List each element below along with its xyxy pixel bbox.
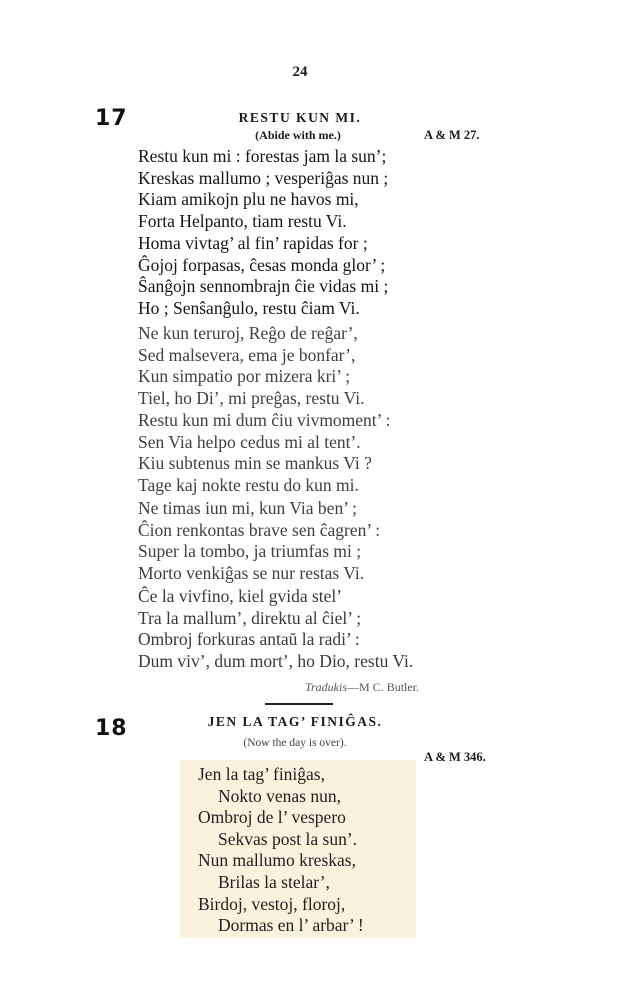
translator-credit bbox=[305, 680, 419, 695]
verse-line: Ĉe la vivfino, kiel gvida stel’ bbox=[138, 586, 343, 606]
verse-line: Tiel, ho Di’, mi preĝas, restu Vi. bbox=[138, 387, 365, 408]
verse-line: Birdoj, vestoj, floroj, bbox=[198, 893, 346, 914]
verse-line: Dormas en l’ arbar’ ! bbox=[218, 915, 364, 936]
verse-line: Ĉion renkontas brave sen ĉagren’ : bbox=[138, 519, 381, 540]
hymn-17-stanza-4 bbox=[138, 410, 390, 496]
verse-line: Kiu subtenus min se mankus Vi ? bbox=[138, 453, 372, 474]
verse-line: Forta Helpanto, tiam restu Vi. bbox=[138, 210, 347, 231]
verse-line: Super la tombo, ja triumfas mi ; bbox=[138, 541, 362, 562]
section-divider bbox=[265, 703, 333, 705]
hymn-17-stanza-2 bbox=[138, 233, 388, 319]
verse-line: Tra la mallum’, direktu al ĉiel’ ; bbox=[138, 607, 362, 628]
hymn-17-stanza-5 bbox=[138, 498, 380, 584]
hymn-17-stanza-6 bbox=[138, 586, 413, 672]
verse-line: Ne kun teruroj, Reĝo de reĝar’, bbox=[138, 323, 358, 343]
verse-line: Ĝojoj forpasas, ĉesas monda glor’ ; bbox=[138, 254, 386, 275]
verse-line: Homa vivtag’ al fin’ rapidas for ; bbox=[138, 233, 368, 253]
hymn-17-stanza-3 bbox=[138, 323, 364, 409]
translator-name: —M C. Butler. bbox=[347, 680, 420, 694]
verse-line: Sed malsevera, ema je bonfar’, bbox=[138, 344, 356, 365]
hymn-18-verse bbox=[0, 764, 364, 937]
verse-line: Ho ; Senŝanĝulo, restu ĉiam Vi. bbox=[138, 297, 360, 318]
verse-line: Ombroj forkuras antaŭ la radi’ : bbox=[138, 629, 360, 650]
hymn-18-subtitle: (Now the day is over). bbox=[243, 737, 347, 749]
verse-line: Morto venkiĝas se nur restas Vi. bbox=[138, 562, 365, 583]
verse-line: Nokto venas nun, bbox=[218, 785, 341, 806]
verse-line: Jen la tag’ finiĝas, bbox=[198, 764, 325, 784]
verse-line: Sekvas post la sun’. bbox=[218, 828, 358, 849]
verse-line: Dum viv’, dum mort’, ho Dio, restu Vi. bbox=[138, 650, 414, 671]
verse-line: Kreskas mallumo ; vesperiĝas nun ; bbox=[138, 167, 389, 188]
hymn-18-title: JEN LA TAG’ FINIĜAS. bbox=[207, 714, 383, 729]
verse-line: Sen Via helpo cedus mi al tent’. bbox=[138, 431, 361, 452]
verse-line: Kiam amikojn plu ne havos mi, bbox=[138, 189, 359, 210]
hymn-17-number: 17 bbox=[95, 106, 128, 131]
verse-line: Restu kun mi : forestas jam la sun’; bbox=[138, 146, 387, 166]
verse-line: Ŝanĝojn sennombrajn ĉie vidas mi ; bbox=[138, 276, 389, 297]
verse-line: Nun mallumo kreskas, bbox=[198, 850, 356, 871]
verse-line: Tage kaj nokte restu do kun mi. bbox=[138, 474, 359, 495]
page-number: 24 bbox=[292, 64, 308, 80]
hymn-18-number: 18 bbox=[95, 716, 128, 741]
verse-line: Ombroj de l’ vespero bbox=[198, 807, 346, 828]
hymn-17-stanza-1 bbox=[138, 146, 388, 232]
hymn-18-reference: A & M 346. bbox=[424, 750, 486, 764]
hymn-17-title: RESTU KUN MI. bbox=[238, 110, 362, 125]
verse-line: Kun simpatio por mizera kri’ ; bbox=[138, 366, 351, 387]
verse-line: Restu kun mi dum ĉiu vivmoment’ : bbox=[138, 410, 391, 430]
verse-line: Brilas la stelar’, bbox=[218, 871, 330, 892]
translator-label: Tradukis bbox=[305, 680, 348, 694]
hymn-17-reference: A & M 27. bbox=[424, 128, 480, 142]
verse-line: Ne timas iun mi, kun Via ben’ ; bbox=[138, 498, 357, 518]
hymn-17-subtitle: (Abide with me.) bbox=[255, 128, 341, 142]
